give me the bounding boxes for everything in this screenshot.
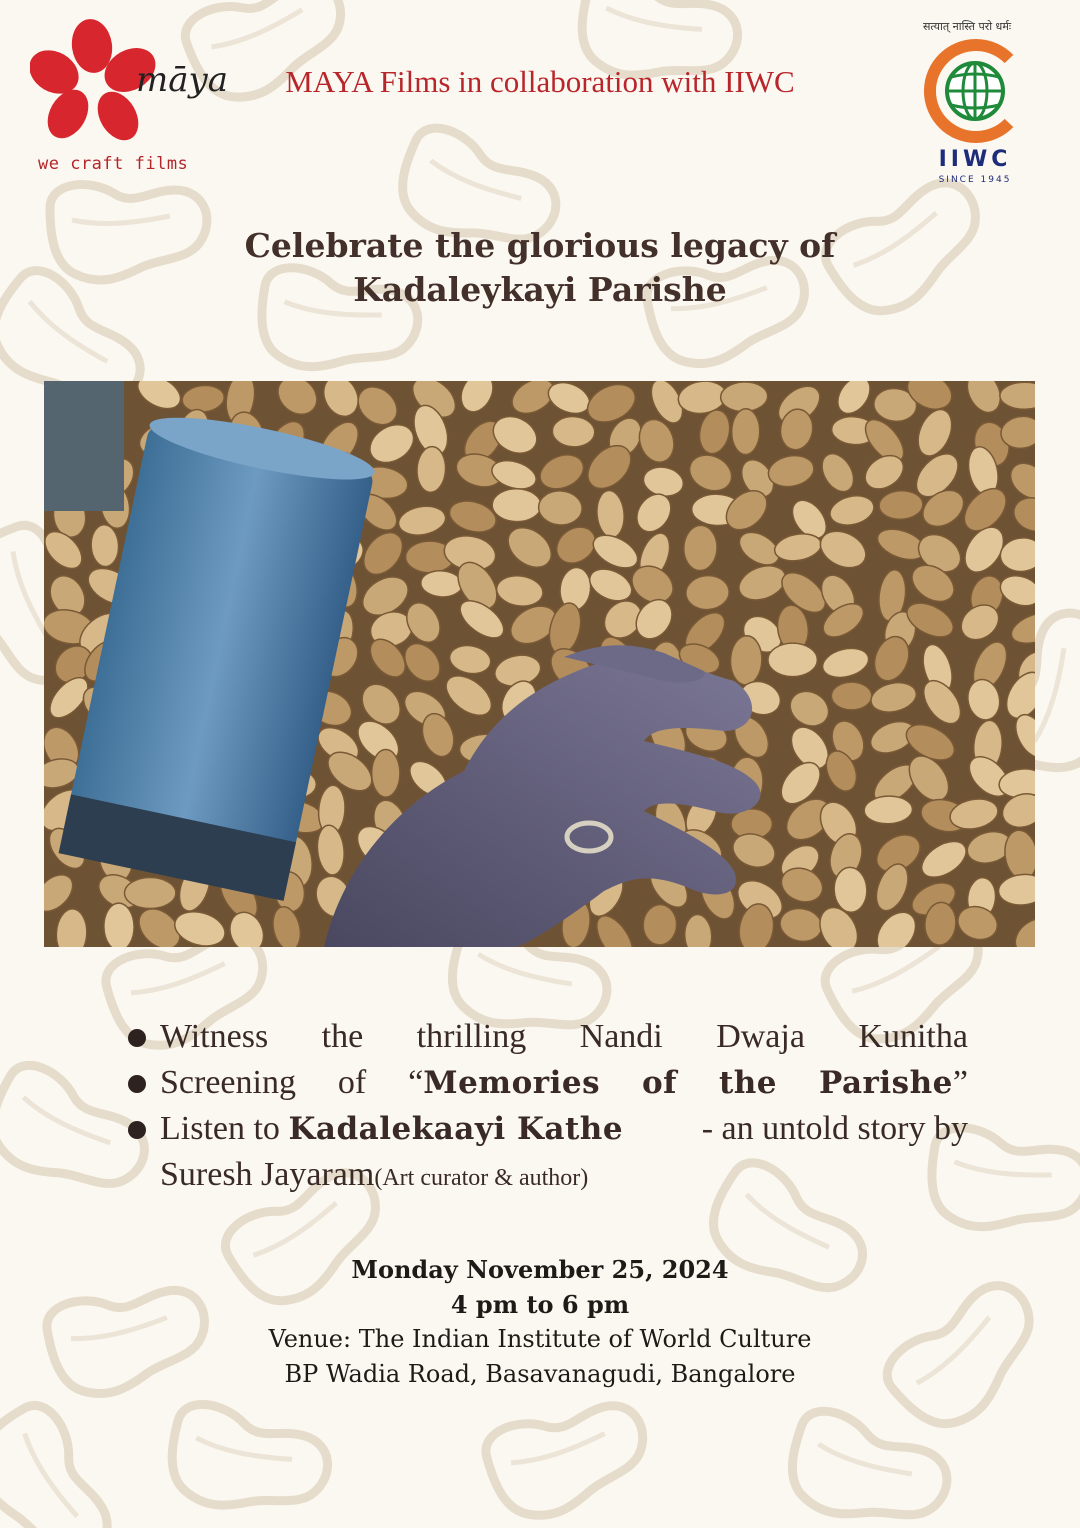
- list-item: [128, 1106, 968, 1152]
- peanut-shape: [372, 750, 400, 798]
- headline-line-2: Kadaleykayi Parishe: [353, 270, 727, 309]
- event-address: BP Wadia Road, Basavanagudi, Bangalore: [284, 1360, 796, 1388]
- iiwc-logo: [905, 15, 1045, 185]
- peanut-shape: [831, 682, 871, 710]
- peanut-shape: [492, 488, 542, 522]
- close-quote: ”: [952, 1064, 968, 1101]
- story-suffix: - an untold story by: [701, 1110, 968, 1147]
- film-title-word: the: [718, 1065, 778, 1101]
- peanut-shape: [731, 408, 760, 454]
- collaboration-line: MAYA Films in collaboration with IIWC: [285, 64, 795, 99]
- bullet-word: Nandi: [579, 1018, 663, 1055]
- film-title-word-1: Memories: [423, 1065, 601, 1101]
- event-highlights-list: [128, 1014, 968, 1201]
- author-name: Suresh Jayaram: [160, 1156, 375, 1193]
- peanut-shape: [125, 878, 176, 909]
- peanuts-hand-photo-icon: [44, 381, 1035, 947]
- event-details: [140, 1252, 940, 1392]
- list-item: [128, 1060, 968, 1106]
- bullet-word: of: [337, 1064, 367, 1101]
- film-title-word: [819, 1060, 968, 1106]
- headline: [90, 224, 990, 312]
- event-date: Monday November 25, 2024: [351, 1255, 729, 1284]
- open-quote: “: [408, 1064, 424, 1101]
- author-role: (Art curator & author): [374, 1165, 589, 1191]
- globe-icon: [921, 37, 1029, 145]
- iiwc-since: SINCE 1945: [938, 175, 1012, 185]
- bullet-word: Witness: [160, 1018, 269, 1055]
- list-item: [128, 1014, 968, 1060]
- peanut-shape: [768, 643, 817, 676]
- bullet-dot-icon: [128, 1075, 146, 1093]
- peanut-shape: [683, 525, 718, 571]
- story-line: [160, 1106, 623, 1152]
- bullet-word: Dwaja: [716, 1018, 805, 1055]
- bullet-dot-icon: [128, 1029, 146, 1047]
- event-venue: Venue: The Indian Institute of World Culture: [268, 1325, 812, 1353]
- bullet-word: Screening: [160, 1064, 296, 1101]
- story-author-line: [128, 1152, 968, 1201]
- story-title: Kadalekaayi Kathe: [288, 1111, 624, 1147]
- event-time: 4 pm to 6 pm: [450, 1290, 630, 1319]
- bullet-dot-icon: [128, 1121, 146, 1139]
- maya-wordmark: māya: [136, 60, 228, 100]
- film-title-word: [408, 1060, 600, 1106]
- film-title-word: of: [642, 1065, 678, 1101]
- peanut-shape: [103, 903, 134, 947]
- bullet-word: the: [321, 1018, 364, 1055]
- headline-line-1: Celebrate the glorious legacy of: [244, 226, 836, 265]
- maya-tagline: we craft films: [38, 154, 189, 174]
- peanuts-photo: [44, 381, 1035, 947]
- maya-logo: [30, 18, 228, 183]
- bullet-word: Kunitha: [858, 1018, 968, 1055]
- iiwc-name: IIWC: [938, 147, 1012, 172]
- film-title-word-last: Parishe: [818, 1065, 953, 1101]
- bullet-word: thrilling: [416, 1018, 527, 1055]
- story-prefix: Listen to: [160, 1110, 289, 1147]
- iiwc-sanskrit-tagline: सत्यात् नास्ति परो धर्मः: [923, 20, 1012, 33]
